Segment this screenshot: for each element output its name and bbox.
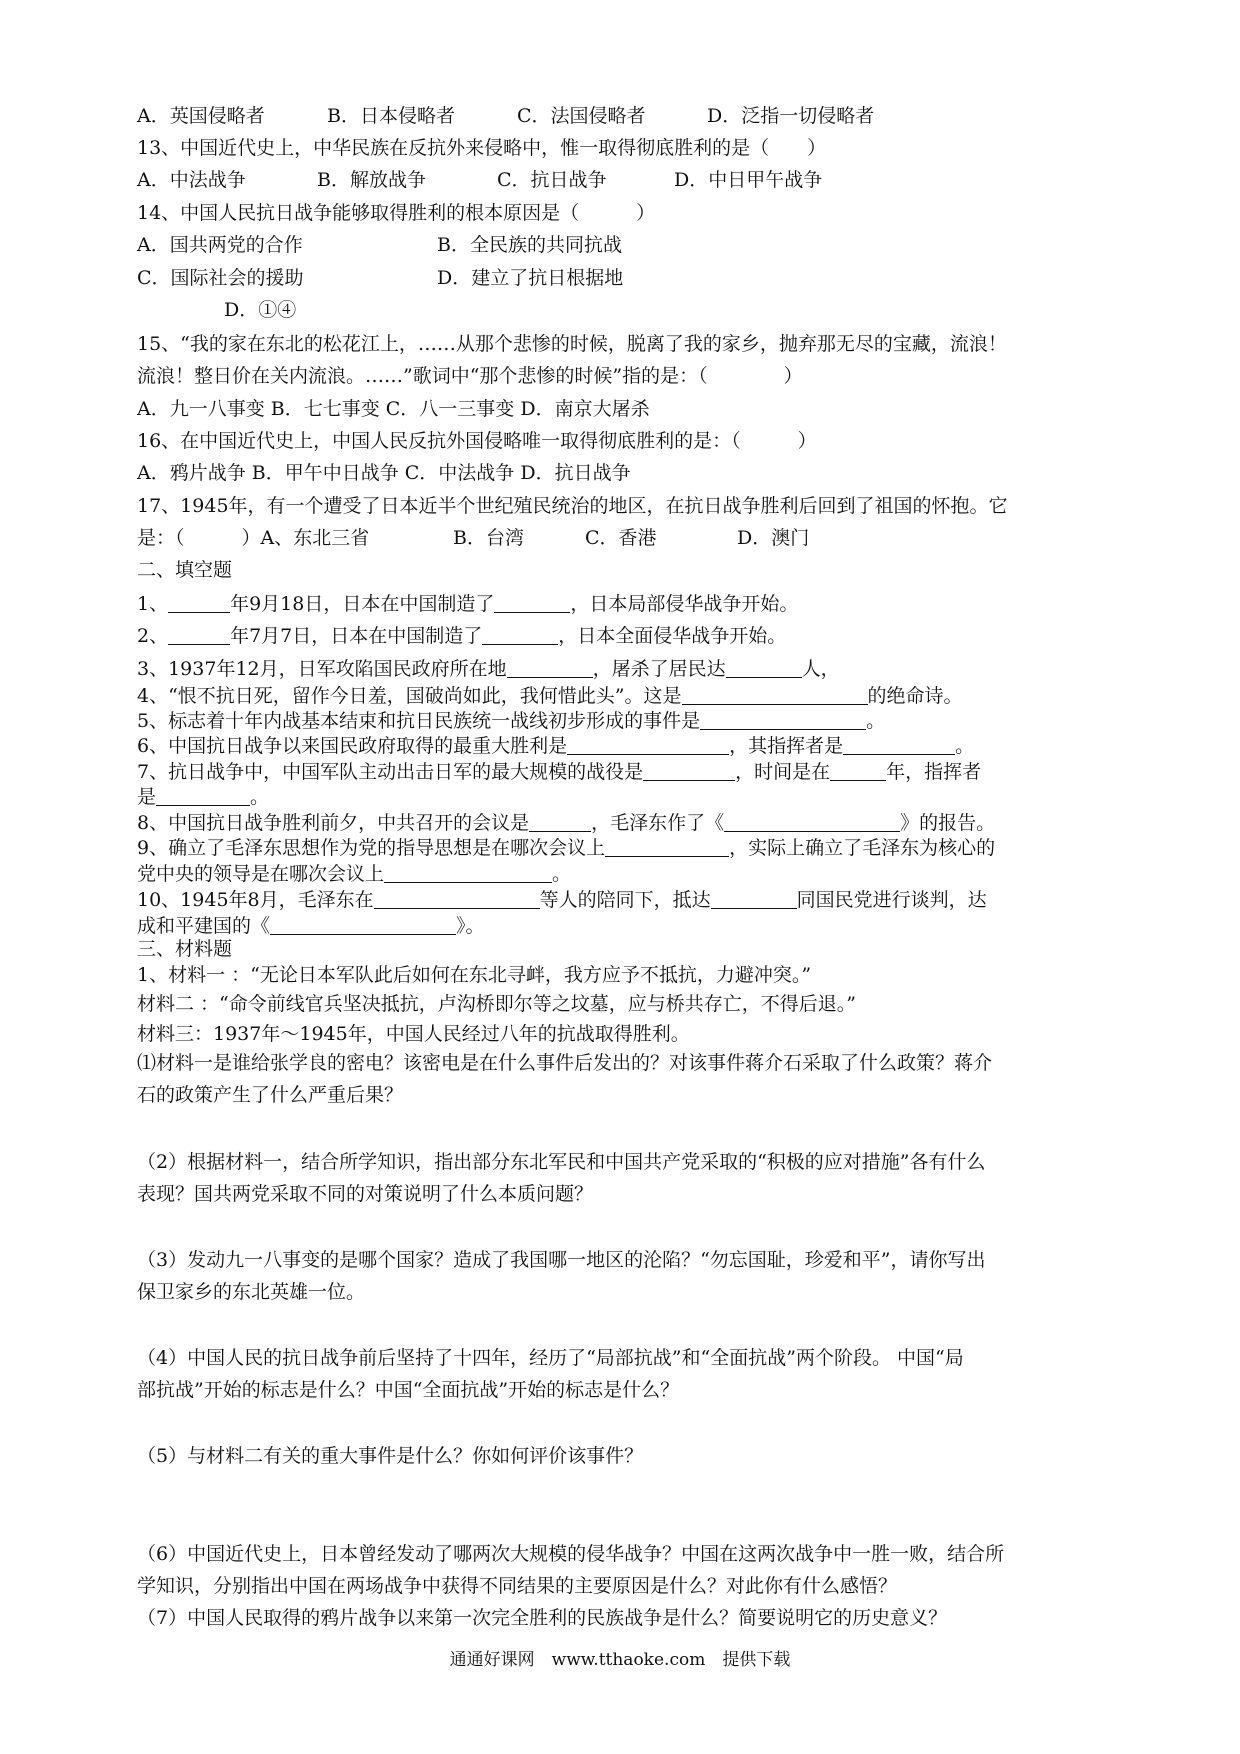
q17-stem-line2 xyxy=(137,526,809,550)
q16-stem: 16、在中国近代史上，中国人民反抗外国侵略唯一取得彻底胜利的是：（ ） xyxy=(137,430,817,452)
fill-2-blank-year[interactable] xyxy=(168,626,230,645)
fill-6-blank-commander[interactable] xyxy=(843,736,955,755)
q13-stem: 13、中国近代史上，中华民族在反抗外来侵略中，惟一取得彻底胜利的是（ ） xyxy=(137,137,827,159)
question-6-line2: 学知识，分别指出中国在两场战争中获得不同结果的主要原因是什么？对此你有什么感悟？ xyxy=(137,1575,898,1597)
fill-1: 1、 年9月18日，日本在中国制造了 ，日本局部侵华战争开始。 xyxy=(137,593,799,615)
q17-option-b: B．台湾 xyxy=(453,527,524,549)
question-3-line1: （3）发动九一八事变的是哪个国家？造成了我国哪一地区的沦陷？“勿忘国耻，珍爱和平”，请你写出 xyxy=(137,1249,986,1271)
fill-4: 4、“恨不抗日死，留作今日羞，国破尚如此，我何惜此头”。这是 的绝命诗。 xyxy=(137,685,963,707)
fill-10-cont: 成和平建国的《 》。 xyxy=(137,915,485,937)
section-fill-in-title: 二、填空题 xyxy=(137,559,233,581)
fill-10-blank-agreement[interactable] xyxy=(270,916,456,935)
q16-options: A．鸦片战争 B．甲午中日战争 C．中法战争 D．抗日战争 xyxy=(137,462,631,484)
question-4-line2: 部抗战”开始的标志是什么？中国“全面抗战”开始的标志是什么？ xyxy=(137,1379,680,1401)
fill-10-blank-people[interactable] xyxy=(374,890,540,909)
fill-2-blank-event[interactable] xyxy=(482,626,558,645)
question-6-line1: （6）中国近代史上，日本曾经发动了哪两次大规模的侵华战争？中国在这两次战争中一胜一败，结合所 xyxy=(137,1543,1005,1565)
q13-options xyxy=(137,168,822,192)
fill-7-cont: 是 。 xyxy=(137,786,270,808)
question-4-line1: （4）中国人民的抗日战争前后坚持了十四年，经历了“局部抗战”和“全面抗战”两个阶段。 中国“局 xyxy=(137,1347,964,1369)
q12-option-c: C．法国侵略者 xyxy=(517,105,646,127)
fill-6: 6、中国抗日战争以来国民政府取得的最重大胜利是 ，其指挥者是 。 xyxy=(137,735,975,757)
fill-9-blank-meeting1[interactable] xyxy=(605,838,729,857)
question-1-line2: 石的政策产生了什么严重后果？ xyxy=(137,1084,404,1106)
fill-6-blank-victory[interactable] xyxy=(567,736,729,755)
q14-option-d: D．建立了抗日根据地 xyxy=(437,267,624,289)
q14-stem: 14、中国人民抗日战争能够取得胜利的根本原因是（ ） xyxy=(137,202,656,224)
question-2-line2: 表现？国共两党采取不同的对策说明了什么本质问题？ xyxy=(137,1183,594,1205)
fill-8: 8、中国抗日战争胜利前夕，中共召开的会议是 ，毛泽东作了《 》的报告。 xyxy=(137,812,996,834)
fill-3-blank-city[interactable] xyxy=(507,659,593,678)
q14-options-row2 xyxy=(137,266,623,290)
question-2-line1: （2）根据材料一，结合所学知识，指出部分东北军民和中国共产党采取的“积极的应对措施”各有什么 xyxy=(137,1151,986,1173)
fill-7-blank-battle[interactable] xyxy=(643,762,735,781)
fill-10: 10、1945年8月，毛泽东在 等人的陪同下，抵达 同国民党进行谈判，达 xyxy=(137,889,987,911)
question-5: （5）与材料二有关的重大事件是什么？你如何评价该事件？ xyxy=(137,1445,644,1467)
fill-5: 5、标志着十年内战基本结束和抗日民族统一战线初步形成的事件是 。 xyxy=(137,710,886,732)
q15-options: A．九一八事变 B．七七事变 C．八一三事变 D．南京大屠杀 xyxy=(137,398,650,420)
fill-2: 2、 年7月7日，日本在中国制造了 ，日本全面侵华战争开始。 xyxy=(137,625,787,647)
fill-1-blank-event[interactable] xyxy=(494,594,570,613)
fill-3-blank-count[interactable] xyxy=(726,659,802,678)
q13-option-b: B．解放战争 xyxy=(317,169,426,191)
q17-option-a: 是：（ ）A、东北三省 xyxy=(137,527,370,549)
q15-stem-line2: 流浪！整日价在关内流浪。……”歌词中“那个悲惨的时候”指的是：（ ） xyxy=(137,365,803,387)
q14-option-c: C．国际社会的援助 xyxy=(137,267,304,289)
fill-7-blank-year[interactable] xyxy=(830,762,886,781)
fill-8-blank-meeting[interactable] xyxy=(529,813,591,832)
fill-3: 3、1937年12月，日军攻陷国民政府所在地 ，屠杀了居民达 人， xyxy=(137,658,840,680)
material-3: 材料三：1937年～1945年，中国人民经过八年的抗战取得胜利。 xyxy=(137,1023,690,1045)
q13-option-d: D．中日甲午战争 xyxy=(674,169,823,191)
fill-9: 9、确立了毛泽东思想作为党的指导思想是在哪次会议上 ，实际上确立了毛泽东为核心的 xyxy=(137,837,996,859)
section-material-title: 三、材料题 xyxy=(137,938,233,960)
fill-4-blank-person[interactable] xyxy=(682,686,868,705)
fill-10-blank-city[interactable] xyxy=(711,890,797,909)
q12-options xyxy=(137,104,874,128)
q14-extra-option: D．①④ xyxy=(224,299,297,321)
material-1: 1、材料一 ：“无论日本军队此后如何在东北寻衅，我方应予不抵抗，力避冲突。” xyxy=(137,964,812,986)
q17-option-c: C．香港 xyxy=(585,527,657,549)
question-7: （7）中国人民取得的鸦片战争以来第一次完全胜利的民族战争是什么？简要说明它的历史意义？ xyxy=(137,1607,948,1629)
q13-option-a: A．中法战争 xyxy=(137,169,246,191)
q17-option-d: D．澳门 xyxy=(737,527,810,549)
fill-7: 7、抗日战争中，中国军队主动出击日军的最大规模的战役是 ，时间是在 年，指挥者 xyxy=(137,761,982,783)
material-2: 材料二 ：“命令前线官兵坚决抵抗，卢沟桥即尔等之坟墓，应与桥共存亡，不得后退。” xyxy=(137,993,856,1015)
question-3-line2: 保卫家乡的东北英雄一位。 xyxy=(137,1281,366,1303)
fill-1-blank-year[interactable] xyxy=(168,594,230,613)
fill-8-blank-report[interactable] xyxy=(724,813,900,832)
q14-option-b: B．全民族的共同抗战 xyxy=(437,234,622,256)
q12-option-b: B．日本侵略者 xyxy=(327,105,455,127)
q13-option-c: C．抗日战争 xyxy=(497,169,607,191)
q12-option-d: D．泛指一切侵略者 xyxy=(707,105,875,127)
q14-options-row1 xyxy=(137,233,622,257)
q12-option-a: A．英国侵略者 xyxy=(137,105,265,127)
q15-stem-line1: 15、“我的家在东北的松花江上，……从那个悲惨的时候，脱离了我的家乡，抛弃那无尽的宝藏，流浪！ xyxy=(137,333,1007,355)
footer-credit: 通通好课网 www.tthaoke.com 提供下载 xyxy=(449,1650,791,1670)
fill-7-blank-commander[interactable] xyxy=(156,787,250,806)
q14-option-a: A．国共两党的合作 xyxy=(137,234,303,256)
question-1-line1: ⑴材料一是谁给张学良的密电？该密电是在什么事件后发出的？对该事件蒋介石采取了什么政策？蒋介 xyxy=(137,1052,993,1074)
fill-9-blank-meeting2[interactable] xyxy=(384,864,552,883)
q17-stem-line1: 17、1945年，有一个遭受了日本近半个世纪殖民统治的地区，在抗日战争胜利后回到了祖国的怀抱。它 xyxy=(137,495,1008,517)
fill-9-cont: 党中央的领导是在哪次会议上 。 xyxy=(137,863,572,885)
fill-5-blank-event[interactable] xyxy=(700,711,866,730)
